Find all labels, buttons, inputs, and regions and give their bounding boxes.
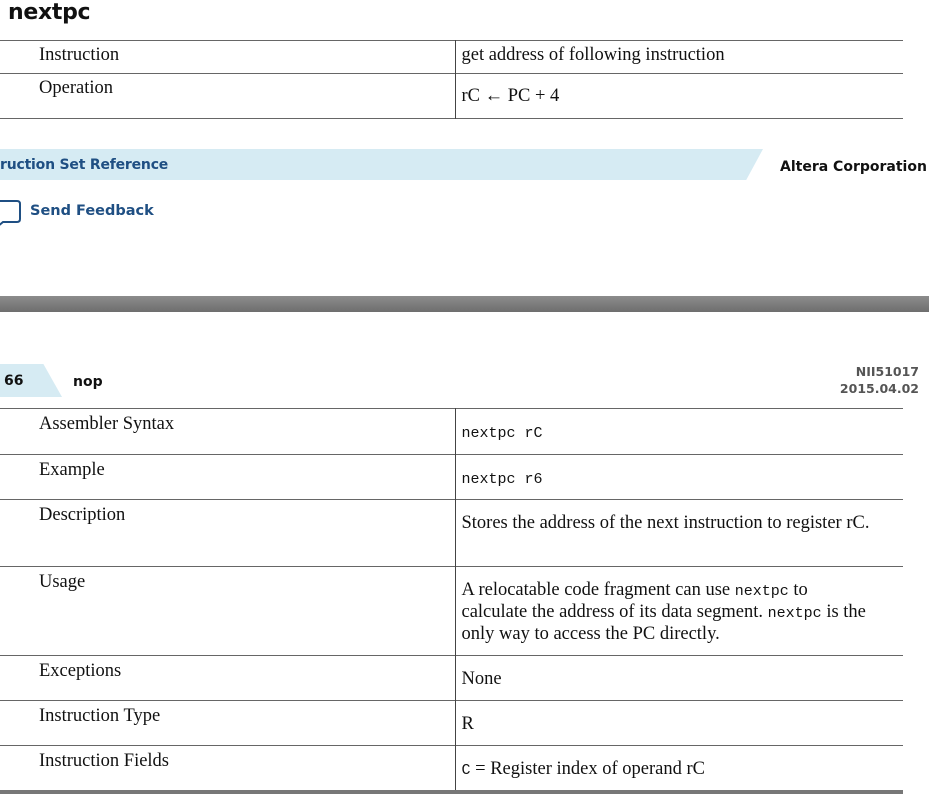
table-row [0, 500, 903, 567]
row-label-instruction-type: Instruction Type [0, 701, 455, 746]
page-separator [0, 296, 929, 312]
table-row [0, 409, 903, 455]
doc-id: NII51017 [855, 364, 919, 379]
row-value-example [455, 455, 903, 500]
row-value-instruction-type: R [455, 701, 903, 746]
details-table [0, 408, 903, 794]
row-value-instruction: get address of following instruction [455, 41, 903, 74]
doc-id-block [840, 363, 919, 397]
usage-text: A relocatable code fragment can use [461, 580, 735, 600]
row-value-instruction-fields [455, 746, 903, 792]
row-label-instruction-fields: Instruction Fields [0, 746, 455, 792]
row-value-usage [455, 567, 903, 656]
table-row [0, 74, 903, 119]
usage-text: is the only way to access the PC directly. [461, 602, 866, 644]
running-head-title: nop [73, 374, 103, 390]
send-feedback-link[interactable]: Send Feedback [30, 203, 154, 219]
code-text: nextpc [734, 583, 789, 600]
row-label-usage: Usage [0, 567, 455, 656]
feedback-speech-bubble-icon[interactable] [0, 199, 22, 229]
row-label-exceptions: Exceptions [0, 656, 455, 701]
doc-date: 2015.04.02 [839, 381, 919, 396]
footer-section-name: ruction Set Reference [0, 157, 169, 173]
row-label-description: Description [0, 500, 455, 567]
table-row [0, 701, 903, 746]
footer-company: Altera Corporation [780, 159, 927, 175]
page-number: 66 [4, 373, 24, 389]
code-text: nextpc rC [461, 425, 543, 442]
code-text: C [461, 762, 471, 779]
code-text: nextpc [767, 605, 822, 622]
row-label-example: Example [0, 455, 455, 500]
table-row [0, 455, 903, 500]
row-label-operation: Operation [0, 74, 455, 119]
row-label-assembler-syntax: Assembler Syntax [39, 414, 175, 434]
table-row [0, 567, 903, 656]
table-row [0, 746, 903, 792]
row-value-operation: rC ← PC + 4 [455, 74, 903, 119]
row-value-description: Stores the address of the next instruction to register rC. [455, 500, 903, 567]
fields-text: = Register index of operand rC [470, 759, 705, 779]
row-value-exceptions: None [455, 656, 903, 701]
table-row [0, 41, 903, 74]
row-label-instruction: Instruction [39, 45, 120, 65]
usage-text: to calculate the address of its data segment. [461, 580, 808, 622]
code-text: nextpc r6 [461, 471, 543, 488]
row-value-assembler-syntax [455, 409, 903, 455]
operation-table [0, 40, 903, 119]
table-row [0, 656, 903, 701]
section-title: nextpc [8, 0, 91, 25]
